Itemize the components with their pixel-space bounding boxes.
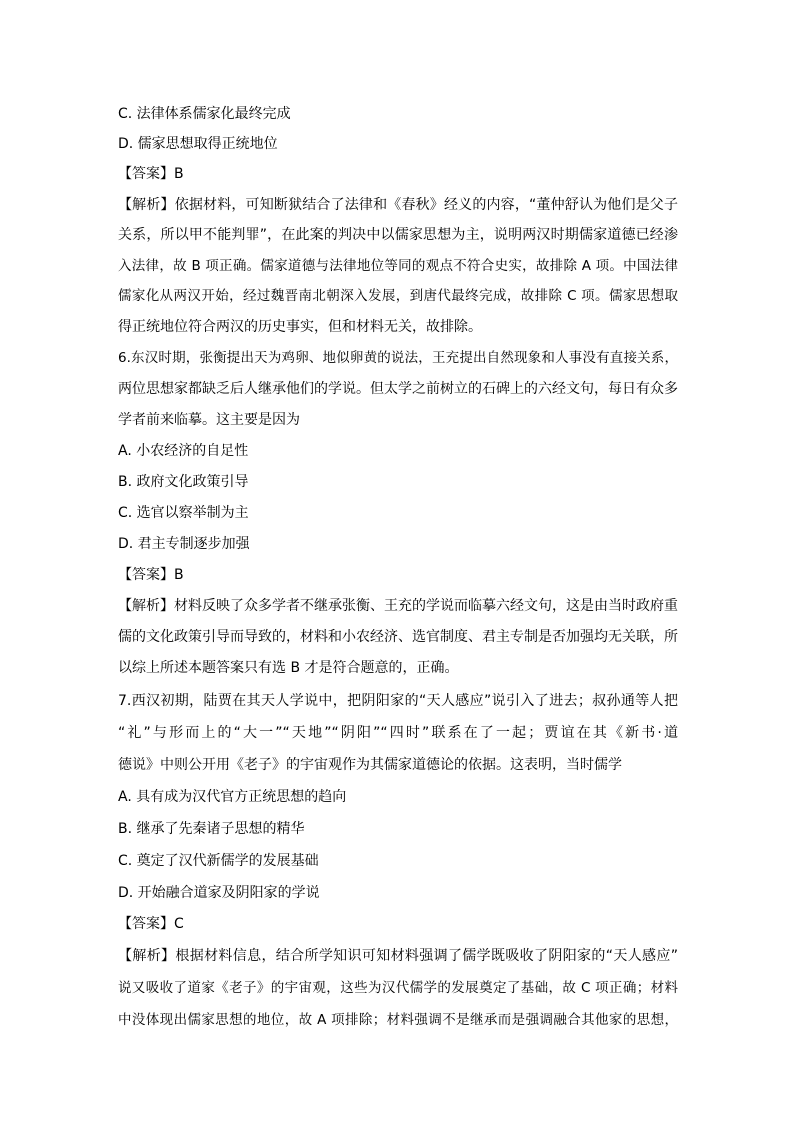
analysis-q6-line-3: 以综上所述本题答案只有选 B 才是符合题意的，正确。 bbox=[118, 660, 459, 676]
option-a-q6: A. 小农经济的自足性 bbox=[118, 443, 249, 459]
question-6-line-2: 两位思想家都缺乏后人继承他们的学说。但太学之前树立的石碑上的六经文句，每日有众多 bbox=[118, 381, 678, 397]
option-b-q6: B. 政府文化政策引导 bbox=[118, 474, 249, 490]
question-7-line-1: 7.西汉初期，陆贾在其天人学说中，把阴阳家的“天人感应”说引入了进去；叔孙通等人把 bbox=[118, 693, 678, 709]
question-7-line-3: 德说》中则公开用《老子》的宇宙观作为其儒家道德论的依据。这表明，当时儒学 bbox=[118, 757, 622, 773]
analysis-q7-line-1: 【解析】根据材料信息，结合所学知识可知材料强调了儒学既吸收了阴阳家的“天人感应” bbox=[118, 948, 678, 964]
option-d-q6: D. 君主专制逐步加强 bbox=[118, 536, 250, 552]
option-d-q5: D. 儒家思想取得正统地位 bbox=[118, 136, 278, 152]
option-c-q5: C. 法律体系儒家化最终完成 bbox=[118, 106, 291, 122]
analysis-q6-line-1: 【解析】材料反映了众多学者不继承张衡、王充的学说而临摹六经文句，这是由当时政府重 bbox=[118, 598, 678, 614]
analysis-q7-line-2: 说又吸收了道家《老子》的宇宙观，这些为汉代儒学的发展奠定了基础，故 C 项正确；材料 bbox=[118, 980, 678, 996]
analysis-q5-line-4: 儒家化从两汉开始，经过魏晋南北朝深入发展，到唐代最终完成，故排除 C 项。儒家思想取 bbox=[118, 288, 678, 304]
answer-q7: 【答案】C bbox=[118, 916, 184, 932]
option-a-q7: A. 具有成为汉代官方正统思想的趋向 bbox=[118, 789, 347, 805]
analysis-q5-line-2: 关系，所以甲不能判罪”，在此案的判决中以儒家思想为主，说明两汉时期儒家道德已经渗 bbox=[118, 227, 678, 243]
question-6-line-3: 学者前来临摹。这主要是因为 bbox=[118, 412, 300, 428]
answer-q5: 【答案】B bbox=[118, 166, 184, 182]
option-d-q7: D. 开始融合道家及阴阳家的学说 bbox=[118, 885, 320, 901]
analysis-q7-line-3: 中没体现出儒家思想的地位，故 A 项排除；材料强调不是继承而是强调融合其他家的思想， bbox=[118, 1012, 678, 1028]
question-6-line-1: 6.东汉时期，张衡提出天为鸡卵、地似卵黄的说法，王充提出自然现象和人事没有直接关系， bbox=[118, 350, 678, 366]
option-c-q6: C. 选官以察举制为主 bbox=[118, 505, 249, 521]
analysis-q5-line-1: 【解析】依据材料，可知断狱结合了法律和《春秋》经义的内容，“董仲舒认为他们是父子 bbox=[118, 197, 678, 213]
option-b-q7: B. 继承了先秦诸子思想的精华 bbox=[118, 821, 305, 837]
answer-q6: 【答案】B bbox=[118, 567, 184, 583]
analysis-q6-line-2: 儒的文化政策引导而导致的，材料和小农经济、选官制度、君主专制是否加强均无关联，所 bbox=[118, 629, 678, 645]
option-c-q7: C. 奠定了汉代新儒学的发展基础 bbox=[118, 853, 319, 869]
analysis-q5-line-5: 得正统地位符合两汉的历史事实，但和材料无关，故排除。 bbox=[118, 319, 482, 335]
analysis-q5-line-3: 入法律，故 B 项正确。儒家道德与法律地位等同的观点不符合史实，故排除 A 项。中国法律 bbox=[118, 258, 678, 274]
question-7-line-2: “礼”与形而上的“大一”“天地”“阴阳”“四时”联系在了一起；贾谊在其《新书·道 bbox=[118, 725, 678, 741]
